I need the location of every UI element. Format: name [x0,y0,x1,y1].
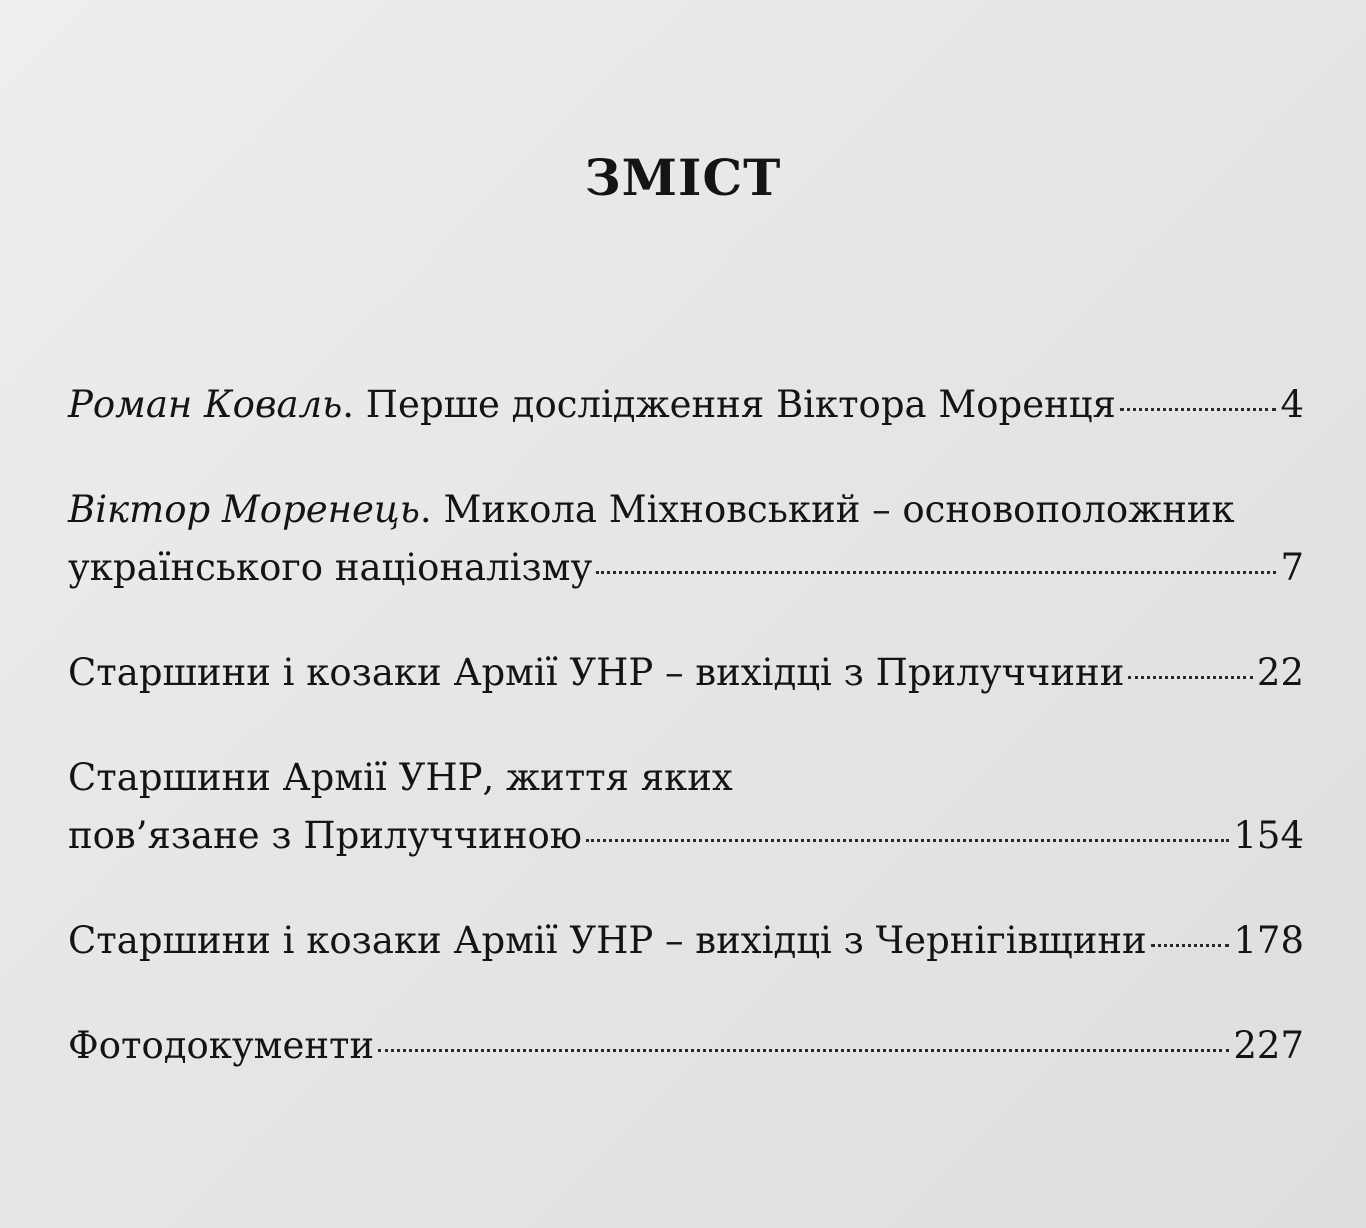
toc-entry [68,376,1304,434]
leader-dots [1151,944,1230,947]
toc-entry-title: Фотодокументи [68,1024,375,1067]
leader-dots [378,1049,1229,1052]
leader-dots [1120,408,1277,411]
table-of-contents [68,376,1304,1075]
toc-page-number: 7 [1280,546,1304,589]
leader-dots [1128,676,1253,679]
toc-entry-author: Віктор Моренець [68,488,420,531]
toc-entry-line [68,481,1304,539]
author-separator: . [342,383,366,426]
toc-page-number: 4 [1280,383,1304,426]
author-separator: . [419,488,444,531]
leader-dots [596,571,1276,574]
toc-entry-line [68,807,1304,865]
toc-entry-line [68,644,1304,702]
toc-entry-title-continued: пов’язане з Прилуччиною [68,814,582,857]
toc-page-number: 154 [1233,814,1304,857]
toc-page-number: 22 [1256,651,1304,694]
toc-entry-line [68,1017,1304,1075]
toc-entry [68,1017,1304,1075]
toc-entry-text [68,376,1116,434]
toc-entry [68,481,1304,597]
toc-entry-title: Старшини Армії УНР, життя яких [68,756,733,799]
toc-entry-title: Старшини і козаки Армії УНР – вихідці з Чернігівщини [68,919,1147,962]
toc-entry-title: Перше дослідження Віктора Моренця [365,383,1116,426]
toc-entry [68,749,1304,865]
toc-entry-line [68,912,1304,970]
toc-entry-title-continued: українського націоналізму [68,546,593,589]
toc-entry-title: Старшини і козаки Армії УНР – вихідці з Прилуччини [68,651,1125,694]
toc-entry-title: Микола Міхновський – основоположник [443,488,1235,531]
toc-entry-line [68,539,1304,597]
leader-dots [586,839,1229,842]
page-title: ЗМІСТ [584,148,782,207]
toc-entry-line [68,376,1304,434]
toc-entry [68,912,1304,970]
toc-entry [68,644,1304,702]
toc-entry-line [68,749,1304,807]
toc-entry-text [68,481,1235,539]
toc-page-number: 178 [1233,919,1304,962]
toc-entry-author: Роман Коваль [68,383,343,426]
toc-page-number: 227 [1233,1024,1304,1067]
